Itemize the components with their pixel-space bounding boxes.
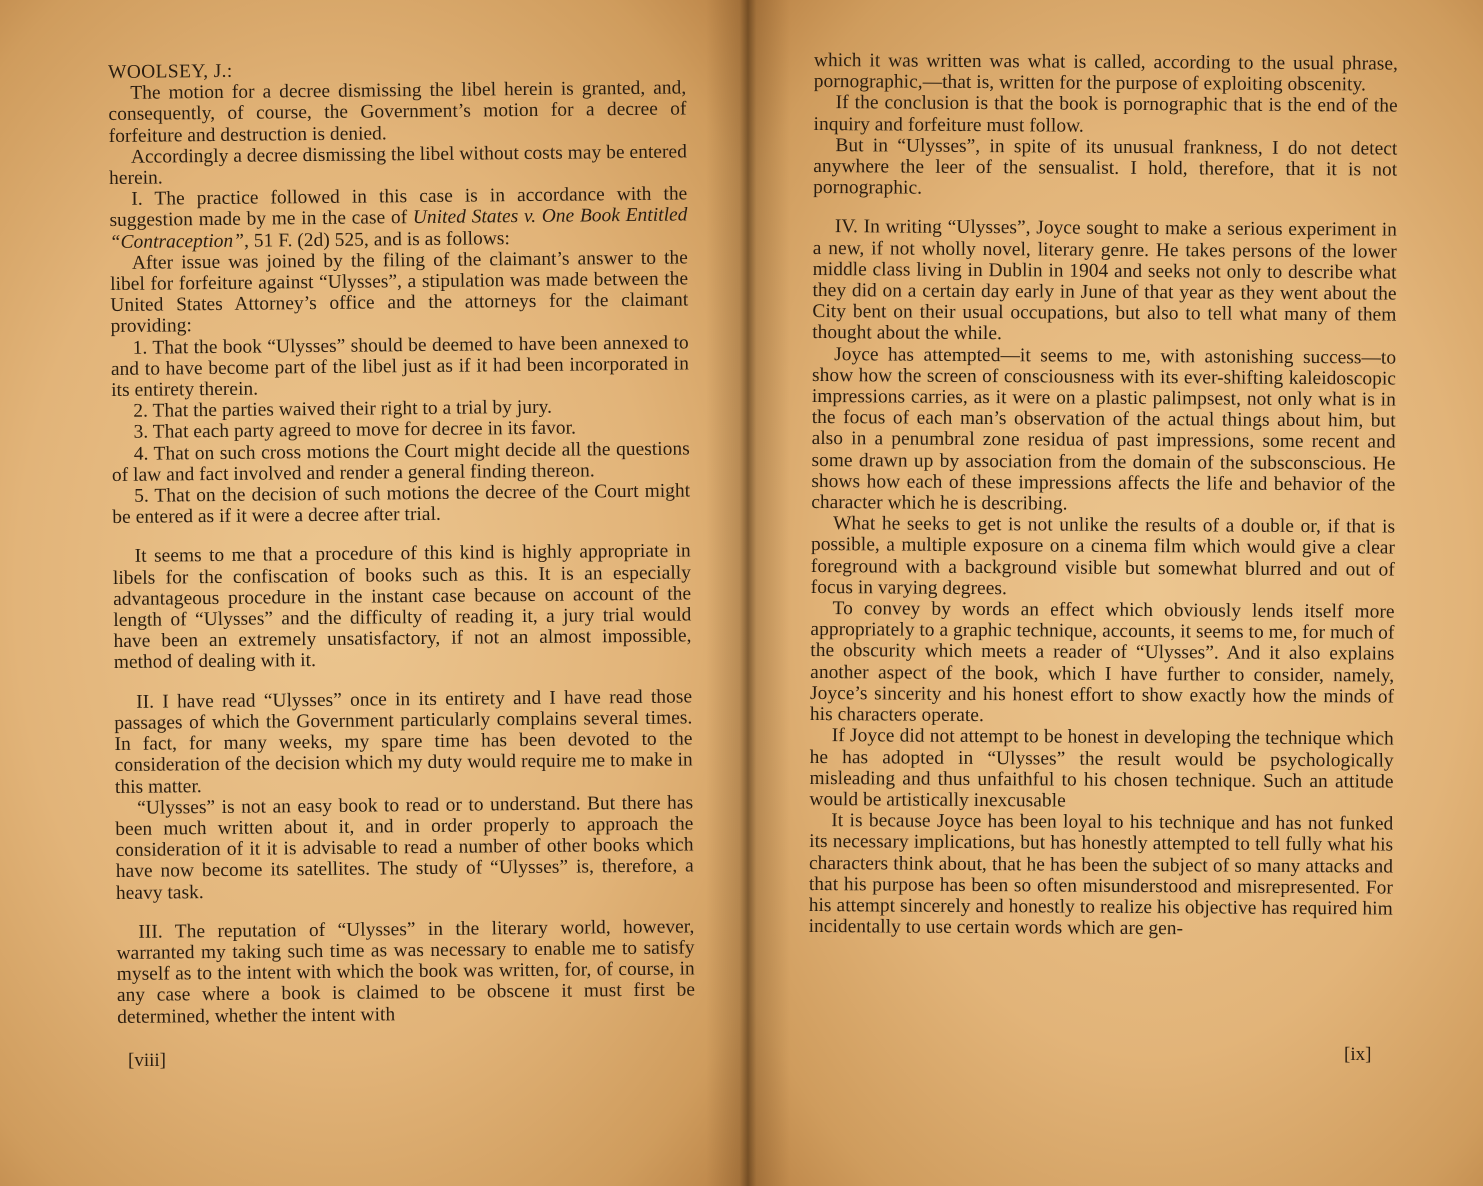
judge-heading: WOOLSEY, J.:: [108, 60, 233, 83]
section-i-paragraph: [109, 184, 688, 253]
numbered-item: 3. That each party agreed to move for decree in its favor.: [133, 417, 577, 444]
right-page-text: [809, 50, 1398, 941]
page-number-right: [ix]: [1344, 1044, 1372, 1065]
right-page: [748, 0, 1483, 1186]
honesty-paragraph: If Joyce did not attempt to be honest in developing the technique which he has adopted in “Ulysses” the result would be psychologically misleading and thus unfaithful to his chosen technique. Such an attitude would be artistically inexcusable: [809, 725, 1394, 812]
section-i-text-end: , 51 F. (2d) 525, and is as follows:: [243, 227, 510, 252]
numbered-item: 2. That the parties waived their right to a trial by jury.: [133, 397, 553, 423]
exposure-paragraph: What he seeks to get is not unlike the results of a double or, if that is possible, a multiple exposure on a cinema film which would give a clear foreground with a background visible but somewhat blurred and out of focus in varying degrees.: [810, 513, 1396, 600]
page-number-left: [viii]: [128, 1050, 166, 1071]
section-i-text-start: I. The practice followed in this case is in accordance with the suggestion made by me in the case of: [109, 183, 688, 232]
procedure-paragraph: It seems to me that a procedure of this kind is highly appropriate in libels for the confiscation of books such as this. It is an especially advantageous procedure in the instant case because on account of the length of “Ulysses” and the difficulty of reading it, a jury trial would have been an extremely unsatisfactory, if not an almost impossible, method of dealing with it.: [112, 540, 692, 674]
stipulation-paragraph: After issue was joined by the filing of the claimant’s answer to the libel for forfeiture against “Ulysses”, a stipulation was made between the United States Attorney’s office and the attorneys for the claimant providing:: [110, 247, 689, 338]
numbered-item: 1. That the book “Ulysses” should be deemed to have been annexed to and to have become part of the libel just as if it had been incorporated in its entirety therein.: [110, 332, 690, 402]
numbered-item: 5. That on the decision of such motions the decree of the Court might be entered as if it were a decree after trial.: [112, 480, 691, 529]
loyalty-paragraph: It is because Joyce has been loyal to his technique and has not funked its necessary implications, but has honestly attempted to tell fully what his characters think about, that he has been the subject of so many attacks and that his purpose has been so often misunderstood and misrepresented. For his attempt sincerely and honestly to realize his objective has required him incidentally to use certain words which are gen-: [808, 810, 1394, 940]
opening-paragraph: The motion for a decree dismissing the libel herein is granted, and, consequently, of course, the Government’s motion for a decree of forfeiture and destruction is denied.: [108, 77, 687, 147]
case-citation: United States v. One Book Entitled “Contraception”: [109, 204, 688, 253]
decree-paragraph: Accordingly a decree dismissing the libel without costs may be entered herein.: [109, 141, 687, 190]
section-iii-paragraph: III. The reputation of “Ulysses” in the literary world, however, warranted my taking such time as was necessary to enable me to satisfy myself as to the intent with which the book was written, for, of course, in any case where a book is claimed to be obscene it must first be determined, whether the intent with: [116, 916, 696, 1028]
section-iv-paragraph: IV. In writing “Ulysses”, Joyce sought to make a serious experiment in a new, if not wholly novel, literary genre. He takes persons of the lower middle class living in Dublin in 1904 and seeks not only to describe what they did on a certain day early in June of that year as they went about the City bent on their usual occupations, but also to tell what many of them thought about the while.: [812, 216, 1397, 345]
frankness-paragraph: But in “Ulysses”, in spite of its unusual frankness, I do not detect anywhere the leer of the sensualist. I hold, therefore, that it is not pornographic.: [813, 134, 1398, 199]
consciousness-paragraph: Joyce has attempted—it seems to me, with astonishing success—to show how the screen of consciousness with its ever-shifting kaleidoscopic impressions carries, as it were on a plastic palimpsest, not only what is in the focus of each man’s observation of the actual things about him, but also in a penumbral zone residua of past impressions, some recent and some drawn up by association from the domain of the subsconscious. He shows how each of these impressions affects the life and behavior of the character which he is describing.: [811, 343, 1397, 515]
not-easy-paragraph: “Ulysses” is not an easy book to read or to understand. But there has been much written about it, and in order properly to approach the consideration of it it is advisable to read a number of other books which have now become its satellites. The study of “Ulysses” is, therefore, a heavy task.: [115, 792, 694, 904]
left-page-text: [108, 56, 695, 1027]
conclusion-paragraph: If the conclusion is that the book is pornographic that is the end of the inquiry and forfeiture must follow.: [813, 92, 1398, 137]
continuation-paragraph: which it was written was what is called, according to the usual phrase, pornographic,—that is, written for the purpose of exploiting obscenity.: [813, 50, 1398, 96]
section-ii-paragraph: II. I have read “Ulysses” once in its entirety and I have read those passages of which the Government particularly complains several times. In fact, for many weeks, my spare time has been devoted to the consideration of the decision which my duty would require me to make in this matter.: [114, 686, 693, 798]
convey-paragraph: To convey by words an effect which obviously lends itself more appropriately to a graphic technique, accounts, it seems to me, for much of the obscurity which meets a reader of “Ulysses”. And it also explains another aspect of the book, which I have further to consider, namely, Joyce’s sincerity and his honest effort to show exactly how the minds of his characters operate.: [809, 598, 1395, 727]
numbered-item: 4. That on such cross motions the Court might decide all the questions of law and fact involved and render a general finding thereon.: [111, 438, 690, 486]
